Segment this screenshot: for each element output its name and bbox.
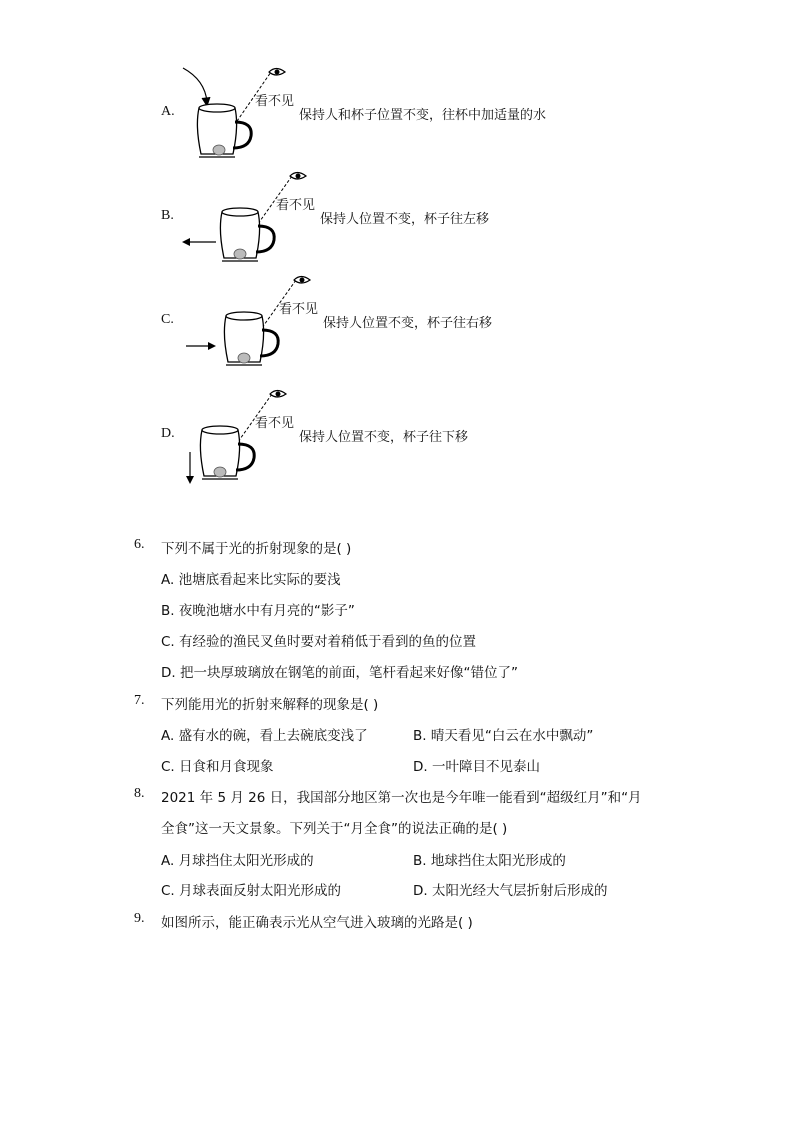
answer-option[interactable]: C. 有经验的渔民叉鱼时要对着稍低于看到的鱼的位置: [161, 634, 477, 650]
option-letter: C.: [161, 312, 174, 327]
option-label: 看不见: [255, 94, 295, 109]
cup-figure-c: [184, 272, 314, 372]
question-stem: 下列不属于光的折射现象的是( ): [161, 541, 352, 557]
option-label: 看不见: [255, 416, 295, 431]
option-label: 看不见: [276, 198, 316, 213]
option-text: 保持人位置不变，杯子往右移: [323, 316, 493, 331]
answer-option[interactable]: A. 池塘底看起来比实际的要浅: [161, 572, 341, 588]
cup-figure-d: [180, 386, 300, 486]
question-number: 9.: [134, 911, 145, 926]
option-letter: A.: [161, 104, 175, 119]
answer-option[interactable]: A. 盛有水的碗，看上去碗底变浅了: [161, 728, 368, 744]
question-stem: 如图所示，能正确表示光从空气进入玻璃的光路是( ): [161, 915, 473, 931]
answer-option[interactable]: D. 把一块厚玻璃放在钢笔的前面，笔杆看起来好像“错位了”: [161, 665, 518, 681]
answer-option[interactable]: C. 月球表面反射太阳光形成的: [161, 883, 342, 899]
question-stem-line-2: 全食”这一天文景象。下列关于“月全食”的说法正确的是( ): [161, 821, 508, 837]
question-number: 7.: [134, 693, 145, 708]
question-number: 8.: [134, 786, 145, 801]
answer-option[interactable]: D. 一叶障目不见泰山: [413, 759, 540, 775]
option-text: 保持人位置不变，杯子往下移: [299, 430, 469, 445]
option-label: 看不见: [279, 302, 319, 317]
answer-option[interactable]: B. 夜晚池塘水中有月亮的“影子”: [161, 603, 355, 619]
answer-option[interactable]: D. 太阳光经大气层折射后形成的: [413, 883, 608, 899]
answer-option[interactable]: B. 晴天看见“白云在水中飘动”: [413, 728, 594, 744]
answer-option[interactable]: B. 地球挡住太阳光形成的: [413, 853, 566, 869]
question-stem-line-1: 2021 年 5 月 26 日，我国部分地区第一次也是今年唯一能看到“超级红月”和“月: [161, 790, 642, 806]
cup-figure-a: [175, 62, 295, 162]
answer-option[interactable]: A. 月球挡住太阳光形成的: [161, 853, 314, 869]
option-text: 保持人和杯子位置不变，往杯中加适量的水: [299, 108, 547, 123]
option-letter: D.: [161, 426, 175, 441]
answer-option[interactable]: C. 日食和月食现象: [161, 759, 274, 775]
option-text: 保持人位置不变，杯子往左移: [320, 212, 490, 227]
cup-figure-b: [180, 168, 310, 268]
question-number: 6.: [134, 537, 145, 552]
question-stem: 下列能用光的折射来解释的现象是( ): [161, 697, 379, 713]
option-letter: B.: [161, 208, 174, 223]
